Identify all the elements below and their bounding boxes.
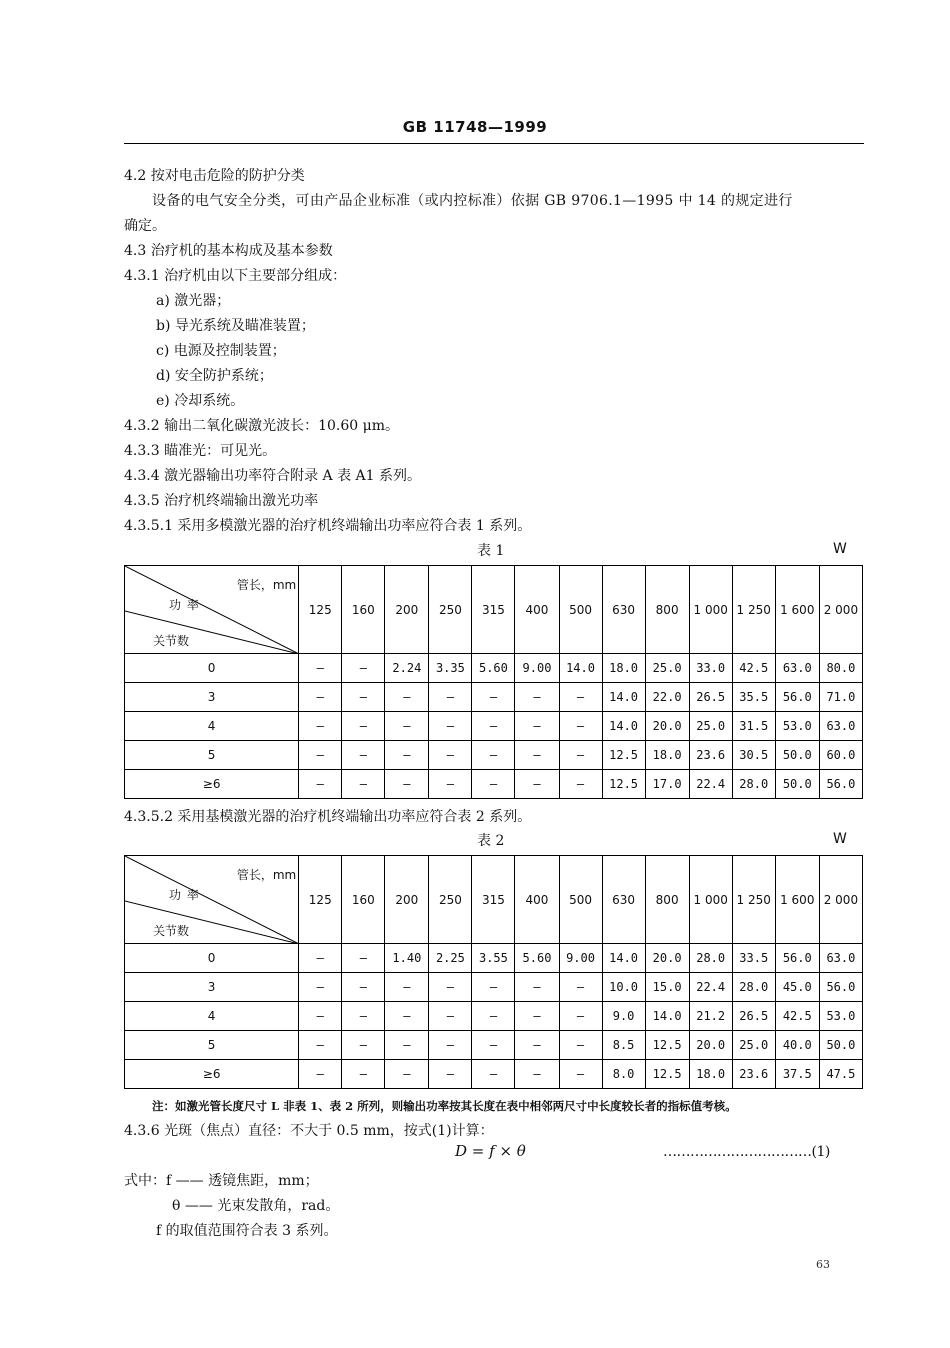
list-item-c: c) 电源及控制装置； (156, 343, 286, 359)
table-cell: 26.5 (732, 1002, 775, 1031)
table-cell: — (299, 973, 342, 1002)
table-cell: 18.0 (602, 654, 645, 683)
table-cell: 20.0 (689, 1031, 732, 1060)
table-cell: — (472, 1060, 515, 1089)
table-cell: 25.0 (645, 654, 689, 683)
table-cell: — (342, 944, 385, 973)
table2-caption: 表 2 (477, 833, 505, 849)
column-header-cell: 125 (299, 566, 342, 654)
section-4-2-heading: 4.2 按对电击危险的防护分类 (124, 168, 305, 184)
table-cell: — (559, 1031, 602, 1060)
table-cell: — (342, 1002, 385, 1031)
table-cell: 12.5 (645, 1060, 689, 1089)
table-row (125, 1060, 863, 1089)
column-header-cell: 2 000 (819, 566, 862, 654)
table-cell: 63.0 (819, 712, 862, 741)
table2-corner-cell (125, 856, 299, 944)
section-4-3-1-heading: 4.3.1 治疗机由以下主要部分组成： (124, 268, 347, 284)
table2-header-row (125, 856, 863, 944)
header-rule (124, 143, 864, 144)
table1-caption: 表 1 (477, 543, 505, 559)
table-row (125, 944, 863, 973)
table-cell: — (385, 1031, 429, 1060)
table-cell: — (385, 741, 429, 770)
table-cell: 22.4 (689, 973, 732, 1002)
column-header-cell: 1 600 (775, 566, 819, 654)
table-cell: 8.0 (602, 1060, 645, 1089)
section-4-2-paragraph-line1: 设备的电气安全分类，可由产品企业标准（或内控标准）依据 GB 9706.1—1995 中 14 的规定进行 (152, 193, 793, 209)
table-cell: 23.6 (689, 741, 732, 770)
table-cell: 56.0 (775, 944, 819, 973)
table-cell: — (342, 973, 385, 1002)
section-4-2-paragraph-line2: 确定。 (124, 218, 166, 234)
table-cell: 9.00 (559, 944, 602, 973)
table-row (125, 1031, 863, 1060)
column-header-cell: 400 (515, 566, 559, 654)
table1 (124, 565, 863, 799)
table-cell: 15.0 (645, 973, 689, 1002)
column-header-cell: 200 (385, 566, 429, 654)
table-cell: 3.35 (429, 654, 472, 683)
table-cell: — (429, 1031, 472, 1060)
table-cell: — (515, 683, 559, 712)
table-cell: 23.6 (732, 1060, 775, 1089)
table-cell: — (559, 712, 602, 741)
table-cell: — (385, 973, 429, 1002)
row-label-joints: 4 (125, 712, 299, 741)
table-cell: 40.0 (775, 1031, 819, 1060)
table-cell: — (515, 1031, 559, 1060)
table-row (125, 973, 863, 1002)
table-cell: 71.0 (819, 683, 862, 712)
column-header-cell: 500 (559, 856, 602, 944)
column-header-cell: 1 000 (689, 566, 732, 654)
table-cell: 2.25 (429, 944, 472, 973)
table-cell: 10.0 (602, 973, 645, 1002)
column-header-cell: 500 (559, 566, 602, 654)
page-number: 63 (816, 1258, 830, 1271)
table-cell: 12.5 (602, 770, 645, 799)
table-cell: — (472, 683, 515, 712)
table-cell: 45.0 (775, 973, 819, 1002)
table-cell: — (299, 654, 342, 683)
table-row (125, 712, 863, 741)
column-header-cell: 1 250 (732, 856, 775, 944)
column-header-cell: 315 (472, 856, 515, 944)
table-cell: 12.5 (645, 1031, 689, 1060)
table-cell: 5.60 (515, 944, 559, 973)
table-cell: 14.0 (559, 654, 602, 683)
row-label-joints: 5 (125, 1031, 299, 1060)
table-cell: 20.0 (645, 712, 689, 741)
table-cell: — (342, 741, 385, 770)
table-cell: — (472, 1002, 515, 1031)
row-label-joints: 3 (125, 683, 299, 712)
table-cell: 2.24 (385, 654, 429, 683)
table-cell: 20.0 (645, 944, 689, 973)
table-cell: 1.40 (385, 944, 429, 973)
row-label-joints: 5 (125, 741, 299, 770)
corner-tube-length-label: 管长，mm (236, 578, 297, 592)
table-cell: — (299, 683, 342, 712)
table-row (125, 1002, 863, 1031)
table-cell: — (515, 712, 559, 741)
table-cell: 50.0 (819, 1031, 862, 1060)
table-cell: — (299, 1031, 342, 1060)
f-range-sentence: f 的取值范围符合表 3 系列。 (156, 1223, 338, 1239)
list-item-a: a) 激光器； (156, 293, 231, 309)
section-4-3-heading: 4.3 治疗机的基本构成及基本参数 (124, 243, 333, 259)
table-cell: — (472, 712, 515, 741)
table-cell: — (342, 654, 385, 683)
corner-joints-label: 关节数 (153, 634, 190, 648)
table2-unit: W (833, 831, 847, 847)
corner-power-label: 功 率 (169, 598, 200, 612)
table-cell: — (472, 973, 515, 1002)
table-cell: 25.0 (689, 712, 732, 741)
column-header-cell: 250 (429, 566, 472, 654)
table-cell: 3.55 (472, 944, 515, 973)
table-cell: — (385, 770, 429, 799)
table-cell: 12.5 (602, 741, 645, 770)
table-cell: — (515, 741, 559, 770)
table-cell: — (559, 973, 602, 1002)
table-cell: — (342, 770, 385, 799)
table-cell: 50.0 (775, 770, 819, 799)
section-4-3-5-1: 4.3.5.1 采用多模激光器的治疗机终端输出功率应符合表 1 系列。 (124, 518, 532, 534)
row-label-joints: 0 (125, 944, 299, 973)
table-cell: — (299, 1002, 342, 1031)
table-cell: — (342, 1031, 385, 1060)
table-cell: — (342, 712, 385, 741)
table-cell: 22.0 (645, 683, 689, 712)
where-f: 式中：f —— 透镜焦距，mm； (124, 1173, 319, 1189)
table-cell: — (385, 1060, 429, 1089)
table-cell: 14.0 (645, 1002, 689, 1031)
table2 (124, 855, 863, 1089)
column-header-cell: 315 (472, 566, 515, 654)
table-cell: — (429, 973, 472, 1002)
table-cell: 33.0 (689, 654, 732, 683)
table-cell: — (429, 1002, 472, 1031)
column-header-cell: 400 (515, 856, 559, 944)
row-label-joints: ≥6 (125, 1060, 299, 1089)
table-cell: — (515, 973, 559, 1002)
column-header-cell: 250 (429, 856, 472, 944)
section-4-3-3: 4.3.3 瞄准光：可见光。 (124, 443, 277, 459)
table-cell: 8.5 (602, 1031, 645, 1060)
column-header-cell: 1 600 (775, 856, 819, 944)
table-cell: 53.0 (775, 712, 819, 741)
table-cell: — (342, 1060, 385, 1089)
column-header-cell: 2 000 (819, 856, 862, 944)
table-row (125, 683, 863, 712)
table-cell: — (429, 741, 472, 770)
table-cell: 33.5 (732, 944, 775, 973)
table-cell: 28.0 (689, 944, 732, 973)
document-header: GB 11748—1999 (402, 118, 548, 136)
section-4-3-4: 4.3.4 激光器输出功率符合附录 A 表 A1 系列。 (124, 468, 422, 484)
table1-corner-cell (125, 566, 299, 654)
column-header-cell: 125 (299, 856, 342, 944)
table-cell: — (429, 712, 472, 741)
table1-header-row (125, 566, 863, 654)
section-4-3-2: 4.3.2 输出二氧化碳激光波长：10.60 μm。 (124, 418, 399, 434)
row-label-joints: ≥6 (125, 770, 299, 799)
table-cell: — (559, 1002, 602, 1031)
table-cell: 56.0 (775, 683, 819, 712)
table-cell: 42.5 (775, 1002, 819, 1031)
table-cell: 14.0 (602, 712, 645, 741)
table-cell: 56.0 (819, 973, 862, 1002)
section-4-3-6: 4.3.6 光斑（焦点）直径：不大于 0.5 mm，按式(1)计算： (124, 1123, 494, 1139)
table-cell: 80.0 (819, 654, 862, 683)
row-label-joints: 3 (125, 973, 299, 1002)
table-cell: 17.0 (645, 770, 689, 799)
table-cell: — (472, 1031, 515, 1060)
table-cell: 25.0 (732, 1031, 775, 1060)
table-cell: 9.00 (515, 654, 559, 683)
table-cell: — (429, 683, 472, 712)
table-cell: 18.0 (689, 1060, 732, 1089)
table-row (125, 770, 863, 799)
table-cell: — (429, 770, 472, 799)
section-4-3-5: 4.3.5 治疗机终端输出激光功率 (124, 493, 319, 509)
table-cell: 14.0 (602, 683, 645, 712)
table-cell: — (342, 683, 385, 712)
table1-unit: W (833, 541, 847, 557)
table-cell: 56.0 (819, 770, 862, 799)
formula-number: ……………………………(1) (663, 1144, 830, 1160)
table-cell: — (299, 944, 342, 973)
table-cell: — (515, 770, 559, 799)
table-note: 注：如激光管长度尺寸 L 非表 1、表 2 所列，则输出功率按其长度在表中相邻两尺寸中长度较长者的指标值考核。 (152, 1099, 737, 1113)
table-cell: — (472, 770, 515, 799)
corner-joints-label: 关节数 (153, 924, 190, 938)
table-cell: 22.4 (689, 770, 732, 799)
table-cell: 30.5 (732, 741, 775, 770)
table-cell: 9.0 (602, 1002, 645, 1031)
table-cell: — (299, 770, 342, 799)
corner-tube-length-label: 管长，mm (236, 868, 297, 882)
table-cell: 18.0 (645, 741, 689, 770)
table-cell: — (515, 1002, 559, 1031)
table-cell: 5.60 (472, 654, 515, 683)
column-header-cell: 800 (645, 566, 689, 654)
table-cell: — (559, 741, 602, 770)
table-cell: 28.0 (732, 973, 775, 1002)
where-theta: θ —— 光束发散角，rad。 (172, 1198, 340, 1214)
table-cell: 31.5 (732, 712, 775, 741)
table-cell: — (515, 1060, 559, 1089)
table-cell: — (299, 1060, 342, 1089)
column-header-cell: 160 (342, 856, 385, 944)
table-cell: — (299, 712, 342, 741)
column-header-cell: 630 (602, 856, 645, 944)
table-cell: — (559, 770, 602, 799)
table-cell: 28.0 (732, 770, 775, 799)
section-4-3-5-2: 4.3.5.2 采用基模激光器的治疗机终端输出功率应符合表 2 系列。 (124, 809, 532, 825)
table-cell: 37.5 (775, 1060, 819, 1089)
column-header-cell: 800 (645, 856, 689, 944)
table-cell: 53.0 (819, 1002, 862, 1031)
column-header-cell: 630 (602, 566, 645, 654)
table-cell: 35.5 (732, 683, 775, 712)
table-row (125, 741, 863, 770)
table-cell: 50.0 (775, 741, 819, 770)
column-header-cell: 1 000 (689, 856, 732, 944)
table-cell: — (385, 712, 429, 741)
table-cell: — (472, 741, 515, 770)
table-row (125, 654, 863, 683)
table-cell: — (385, 683, 429, 712)
table-cell: — (559, 683, 602, 712)
table-cell: — (429, 1060, 472, 1089)
table-cell: 26.5 (689, 683, 732, 712)
table-cell: 60.0 (819, 741, 862, 770)
column-header-cell: 160 (342, 566, 385, 654)
corner-power-label: 功 率 (169, 888, 200, 902)
table-cell: 63.0 (819, 944, 862, 973)
column-header-cell: 200 (385, 856, 429, 944)
table-cell: 42.5 (732, 654, 775, 683)
table-cell: 47.5 (819, 1060, 862, 1089)
table-cell: 14.0 (602, 944, 645, 973)
column-header-cell: 1 250 (732, 566, 775, 654)
table-cell: — (299, 741, 342, 770)
list-item-b: b) 导光系统及瞄准装置； (156, 318, 315, 334)
table-cell: 63.0 (775, 654, 819, 683)
list-item-e: e) 冷却系统。 (156, 393, 245, 409)
row-label-joints: 4 (125, 1002, 299, 1031)
table-cell: — (385, 1002, 429, 1031)
formula-1: D = f × θ (455, 1142, 526, 1160)
table-cell: 21.2 (689, 1002, 732, 1031)
row-label-joints: 0 (125, 654, 299, 683)
list-item-d: d) 安全防护系统； (156, 368, 273, 384)
table-cell: — (559, 1060, 602, 1089)
